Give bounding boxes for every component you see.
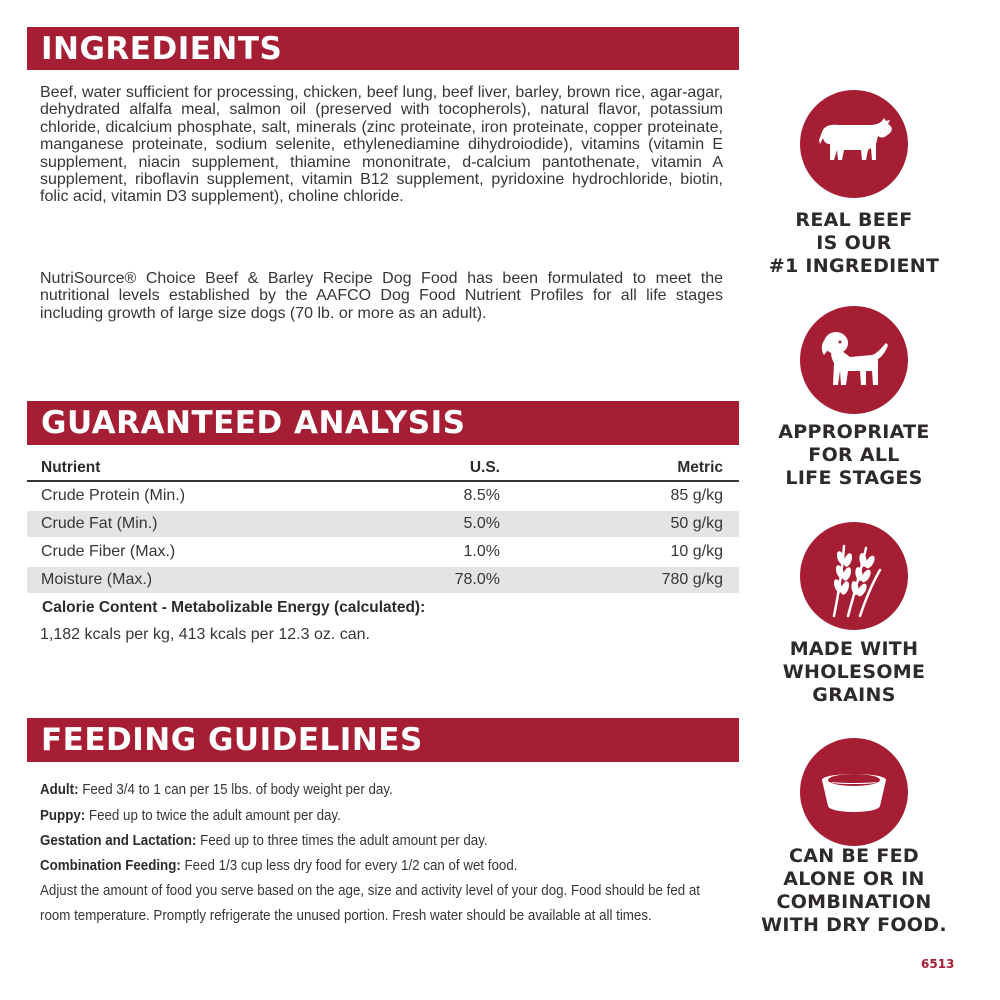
- feeding-adjust-note: Adjust the amount of food you serve based on the age, size and activity level of your dog. Food should be fed at room temperature. Promptly refrigerate the unused portion. Fresh water should be available at all times.: [40, 883, 701, 924]
- real-beef-label: [752, 209, 956, 278]
- wheat-icon: [814, 534, 894, 618]
- life-stages-badge: [800, 306, 908, 414]
- column-header-nutrient: Nutrient: [41, 459, 101, 476]
- badge-line: WITH DRY FOOD.: [761, 914, 947, 936]
- table-row: [27, 539, 739, 565]
- badge-line: CAN BE FED: [789, 845, 919, 867]
- feeding-combination-label: Combination Feeding:: [40, 858, 181, 874]
- badge-line: #1 INGREDIENT: [768, 255, 940, 277]
- nutrient-name: Crude Fat (Min.): [41, 515, 158, 532]
- metric-value: 780 g/kg: [661, 571, 723, 588]
- combination-feeding-badge: [800, 738, 908, 846]
- feeding-adult: [40, 778, 675, 803]
- metric-value: 85 g/kg: [670, 487, 723, 504]
- feeding-gestation-label: Gestation and Lactation:: [40, 833, 197, 849]
- table-rule: [27, 480, 739, 482]
- product-code: 6513: [921, 957, 955, 971]
- ingredients-list: Beef, water sufficient for processing, chicken, beef lung, beef liver, barley, brown rice, agar-agar, dehydrated alfalfa meal, salmon oil (preserved with tocopherols), natural flavor, potassium chloride, dicalcium phosphate, salt, minerals (zinc proteinate, iron proteinate, copper proteinate, manganese proteinate, sodium selenite, ethylenediamine dihydroiodide), vitamins (vitamin E supplement, niacin supplement, thiamine mononitrate, d-calcium pantothenate, vitamin A supplement, riboflavin supplement, vitamin B12 supplement, pyridoxine hydrochloride, biotin, folic acid, vitamin D3 supplement), choline chloride.: [40, 84, 723, 206]
- feeding-puppy-label: Puppy:: [40, 808, 86, 824]
- combination-feeding-label: [752, 845, 956, 937]
- badge-line: COMBINATION: [776, 891, 932, 913]
- us-value: 1.0%: [463, 543, 500, 560]
- badge-line: LIFE STAGES: [785, 467, 923, 489]
- table-row: [27, 567, 739, 593]
- nutrient-name: Crude Protein (Min.): [41, 487, 186, 504]
- life-stages-label: [752, 421, 956, 490]
- column-header-us: U.S.: [469, 459, 500, 476]
- badge-line: GRAINS: [812, 684, 896, 706]
- badge-line: IS OUR: [816, 232, 892, 254]
- badge-line: REAL BEEF: [795, 209, 913, 231]
- feeding-adult-text: Feed 3/4 to 1 can per 15 lbs. of body weight per day.: [78, 782, 393, 798]
- bowl-icon: [814, 762, 894, 822]
- nutrient-name: Crude Fiber (Max.): [41, 543, 176, 560]
- metric-value: 10 g/kg: [670, 543, 723, 560]
- badge-line: FOR ALL: [808, 444, 900, 466]
- badge-line: WHOLESOME: [782, 661, 926, 683]
- calorie-content-value: 1,182 kcals per kg, 413 kcals per 12.3 oz. can.: [40, 626, 370, 643]
- us-value: 5.0%: [463, 515, 500, 532]
- table-row: [27, 483, 739, 509]
- table-row: [27, 511, 739, 537]
- metric-value: 50 g/kg: [670, 515, 723, 532]
- feeding-adult-label: Adult:: [40, 782, 79, 798]
- feeding-puppy-text: Feed up to twice the adult amount per day.: [85, 808, 341, 824]
- feeding-gestation-text: Feed up to three times the adult amount per day.: [196, 833, 488, 849]
- badge-line: APPROPRIATE: [778, 421, 930, 443]
- calorie-content-title: Calorie Content - Metabolizable Energy (calculated):: [42, 599, 426, 616]
- us-value: 78.0%: [454, 571, 500, 588]
- us-value: 8.5%: [463, 487, 500, 504]
- badge-line: ALONE OR IN: [783, 868, 925, 890]
- analysis-heading: GUARANTEED ANALYSIS: [27, 401, 739, 445]
- aafco-statement: NutriSource® Choice Beef & Barley Recipe Dog Food has been formulated to meet the nutritional levels established by the AAFCO Dog Food Nutrient Profiles for all life stages including growth of large size dogs (70 lb. or more as an adult).: [40, 270, 723, 322]
- feeding-combination: [40, 854, 675, 879]
- puppy-icon: [814, 325, 894, 395]
- feeding-puppy: [40, 804, 675, 829]
- real-beef-badge: [800, 90, 908, 198]
- cow-icon: [814, 114, 894, 174]
- analysis-header-row: [27, 455, 739, 481]
- nutrient-name: Moisture (Max.): [41, 571, 153, 588]
- wholesome-grains-badge: [800, 522, 908, 630]
- feeding-combination-text: Feed 1/3 cup less dry food for every 1/2 can of wet food.: [180, 858, 518, 874]
- badge-line: MADE WITH: [789, 638, 919, 660]
- column-header-metric: Metric: [677, 459, 723, 476]
- feeding-heading: FEEDING GUIDELINES: [27, 718, 739, 762]
- ingredients-heading: INGREDIENTS: [27, 27, 739, 70]
- wholesome-grains-label: [752, 638, 956, 707]
- feeding-gestation: [40, 829, 675, 854]
